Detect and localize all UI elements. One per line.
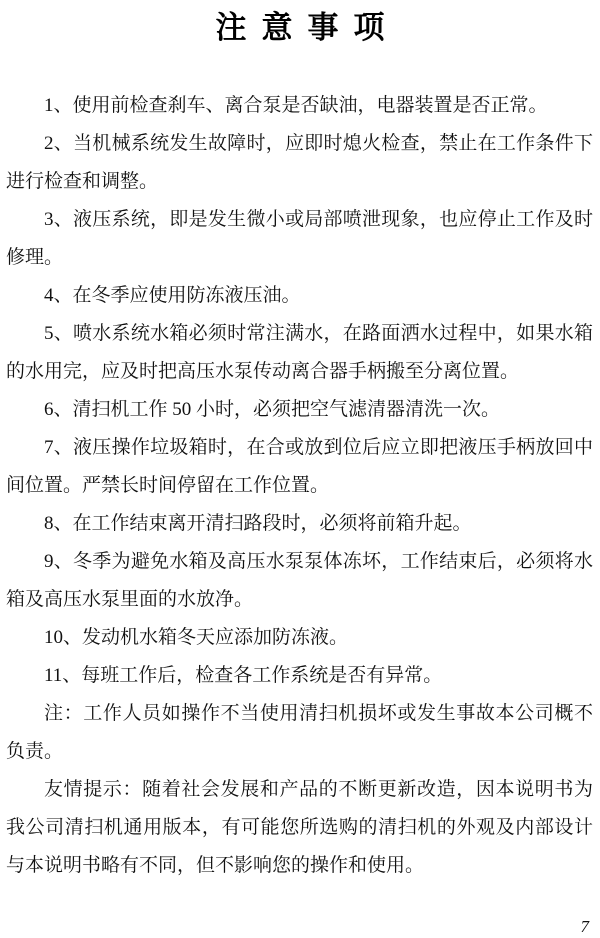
notice-item-7: 7、液压操作垃圾箱时，在合或放到位后应立即把液压手柄放回中间位置。严禁长时间停留在工作位置。 <box>6 437 593 496</box>
notice-item-1: 1、使用前检查刹车、离合泵是否缺油，电器装置是否正常。 <box>44 95 548 116</box>
tip-paragraph: 友情提示：随着社会发展和产品的不断更新改造，因本说明书为我公司清扫机通用版本，有可能您所选购的清扫机的外观及内部设计与本说明书略有不同，但不影响您的操作和使用。 <box>6 779 593 876</box>
notice-item-2: 2、当机械系统发生故障时，应即时熄火检查，禁止在工作条件下进行检查和调整。 <box>6 133 593 192</box>
notice-item-4: 4、在冬季应使用防冻液压油。 <box>44 285 301 306</box>
page-title: 注意事项 <box>215 10 400 45</box>
page-number: 7 <box>580 917 589 936</box>
notice-item-11: 11、每班工作后，检查各工作系统是否有异常。 <box>44 665 443 686</box>
notice-item-3: 3、液压系统，即是发生微小或局部喷泄现象，也应停止工作及时修理。 <box>6 209 593 268</box>
notice-item-8: 8、在工作结束离开清扫路段时，必须将前箱升起。 <box>44 513 472 534</box>
notice-item-6: 6、清扫机工作 50 小时，必须把空气滤清器清洗一次。 <box>44 399 501 420</box>
notice-item-9: 9、冬季为避免水箱及高压水泵泵体冻坏，工作结束后，必须将水箱及高压水泵里面的水放净。 <box>6 551 593 610</box>
notice-item-10: 10、发动机水箱冬天应添加防冻液。 <box>44 627 349 648</box>
notice-item-5: 5、喷水系统水箱必须时常注满水，在路面洒水过程中，如果水箱的水用完，应及时把高压水泵传动离合器手柄搬至分离位置。 <box>6 323 593 382</box>
note-paragraph: 注：工作人员如操作不当使用清扫机损坏或发生事故本公司概不负责。 <box>6 703 593 762</box>
notice-list <box>0 87 600 885</box>
